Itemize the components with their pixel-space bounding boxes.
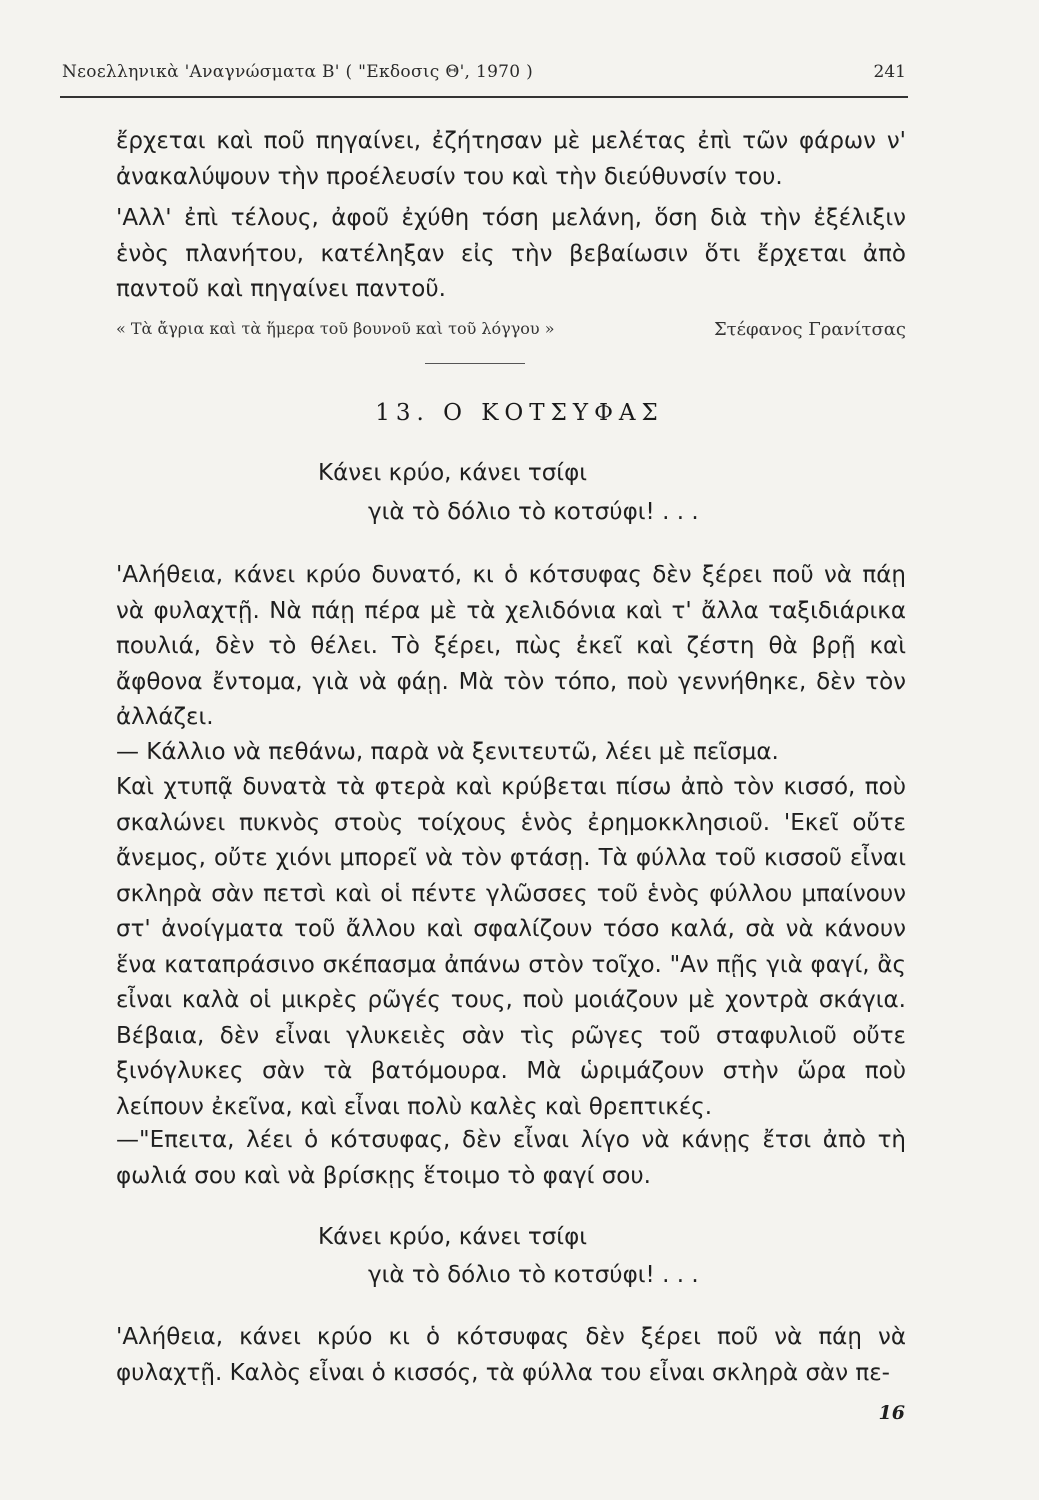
paragraph: 'Αλήθεια, κάνει κρύο κι ὁ κότσυφας δὲν ξέρει ποῦ νὰ πάῃ νὰ φυλαχτῇ. Καλὸς εἶναι ὁ κισσός, τὰ φύλλα του εἶναι σκληρὰ σὰν πε- [116, 1324, 906, 1386]
citation-author: Στέφανος Γρανίτσας [713, 319, 906, 340]
paragraph: Καὶ χτυπᾷ δυνατὰ τὰ φτερὰ καὶ κρύβεται πίσω ἀπὸ τὸν κισσό, ποὺ σκαλώνει πυκνὸς στοὺς τοίχους ἑνὸς ἐρημοκκλησιοῦ. 'Εκεῖ οὔτε ἄνεμος, οὔτε χιόνι μπορεῖ νὰ τὸν φτάσῃ. Τὰ φύλλα τοῦ κισσοῦ εἶναι σκληρὰ σὰν πετσὶ καὶ οἱ πέντε γλῶσσες τοῦ ἑνὸς φύλλου μπαίνουν στ' ἀνοίγματα τοῦ ἄλλου καὶ σφαλίζουν τόσο καλά, σὰ νὰ κάνουν ἕνα καταπράσινο σκέπασμα ἀπάνω στὸν τοῖχο. "Αν πῇς γιὰ φαγί, ἂς εἶναι καλὰ οἱ μικρὲς ρῶγές τους, ποὺ μοιάζουν μὲ χοντρὰ σκάγια. Βέβαια, δὲν εἶναι γλυκειὲς σὰν τὶς ρῶγες τοῦ σταφυλιοῦ οὔτε ξινόγλυκες σὰν τὰ βατόμουρα. Μὰ ὡριμάζουν στὴν ὥρα ποὺ λείπουν ἐκεῖνα, καὶ εἶναι πολὺ καλὲς καὶ θρεπτικές. [116, 774, 906, 1120]
section-divider [425, 363, 525, 364]
running-header [62, 62, 906, 92]
dialogue-line: —"Επειτα, λέει ὁ κότσυφας, δὲν εἶναι λίγο νὰ κάνῃς ἔτσι ἀπὸ τὴ φωλιά σου καὶ νὰ βρίσκῃς ἕτοιμο τὸ φαγί σου. [116, 1127, 906, 1189]
citation-title: « Τὰ ἄγρια καὶ τὰ ἥμερα τοῦ βουνοῦ καὶ τοῦ λόγγου » [116, 319, 555, 338]
refrain-line-1: Κάνει κρύο, κάνει τσίφι [318, 460, 588, 486]
chapter-heading: 13. Ο ΚΟΤΣΥΦΑΣ [375, 400, 664, 426]
header-rule [60, 96, 908, 98]
dialogue-line: — Κάλλιο νὰ πεθάνω, παρὰ νὰ ξενιτευτῶ, λέει μὲ πεῖσμα. [116, 739, 779, 765]
refrain-line-1-repeat: Κάνει κρύο, κάνει τσίφι [318, 1224, 588, 1250]
paragraph: 'Αλλ' ἐπὶ τέλους, ἀφοῦ ἐχύθη τόση μελάνη, ὅση διὰ τὴν ἐξέλιξιν ἑνὸς πλανήτου, κατέληξαν εἰς τὴν βεβαίωσιν ὅτι ἔρχεται ἀπὸ παντοῦ καὶ πηγαίνει παντοῦ. [116, 205, 906, 302]
refrain-line-2: γιὰ τὸ δόλιο τὸ κοτσύφι! . . . [368, 499, 699, 525]
paragraph: 'Αλήθεια, κάνει κρύο δυνατό, κι ὁ κότσυφας δὲν ξέρει ποῦ νὰ πάῃ νὰ φυλαχτῇ. Νὰ πάῃ πέρα μὲ τὰ χελιδόνια καὶ τ' ἄλλα ταξιδιάρικα πουλιά, δὲν τὸ θέλει. Τὸ ξέρει, πὼς ἐκεῖ καὶ ζέστη θὰ βρῇ καὶ ἄφθονα ἔντομα, γιὰ νὰ φάῃ. Μὰ τὸν τόπο, ποὺ γεννήθηκε, δὲν τὸν ἀλλάζει. [116, 562, 906, 730]
page-number: 241 [873, 62, 906, 82]
running-title: Νεοελληνικὰ 'Αναγνώσματα Β' ( "Εκδοσις Θ', 1970 ) [62, 62, 534, 82]
signature-mark: 16 [878, 1402, 905, 1424]
refrain-line-2-repeat: γιὰ τὸ δόλιο τὸ κοτσύφι! . . . [368, 1262, 699, 1288]
paragraph-continuation: ἔρχεται καὶ ποῦ πηγαίνει, ἐζήτησαν μὲ μελέτας ἐπὶ τῶν φάρων ν' ἀνακαλύψουν τὴν προέλευσίν του καὶ τὴν διεύθυνσίν του. [116, 128, 906, 190]
